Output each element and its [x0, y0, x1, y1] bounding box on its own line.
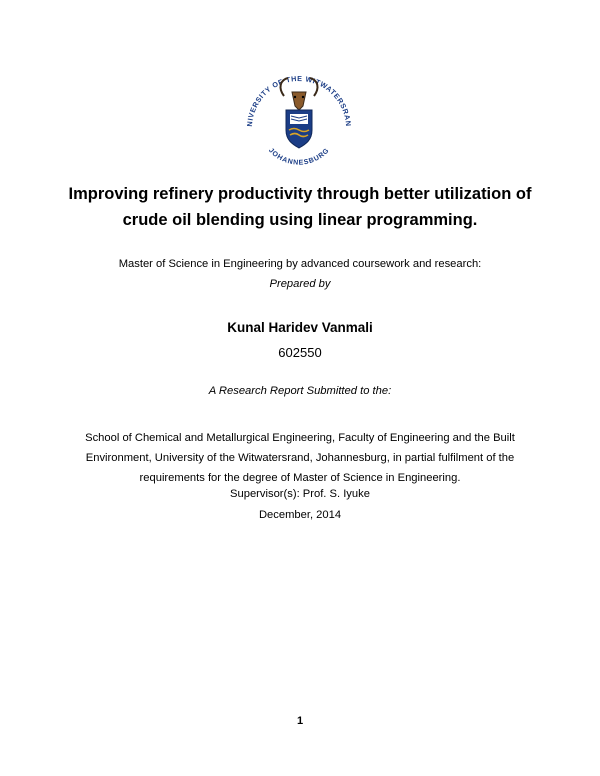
degree-line: Master of Science in Engineering by advanced coursework and research: — [118, 258, 482, 270]
school-line-3: requirements for the degree of Master of Science in Engineering. — [139, 472, 461, 484]
university-logo — [240, 68, 358, 174]
school-statement — [0, 428, 600, 488]
shield-icon — [286, 110, 312, 148]
title-line-1: Improving refinery productivity through better utilization of — [68, 185, 532, 203]
logo-ring-bottom-text: JOHANNESBURG — [266, 147, 332, 167]
submitted-to: A Research Report Submitted to the: — [208, 385, 392, 397]
svg-text:JOHANNESBURG — [267, 147, 331, 167]
student-number: 602550 — [278, 345, 322, 360]
report-date: December, 2014 — [258, 509, 342, 521]
title-line-2: crude oil blending using linear programming. — [122, 211, 478, 229]
report-title — [0, 181, 600, 233]
school-line-2: Environment, University of the Witwatersrand, Johannesburg, in partial fulfilment of the — [85, 452, 515, 464]
prepared-by: Prepared by — [269, 278, 331, 290]
page-number: 1 — [296, 715, 304, 727]
logo-ring-top-text: NIVERSITY OF THE WITWATERSRAN — [244, 73, 354, 127]
supervisor: Supervisor(s): Prof. S. Iyuke — [230, 488, 370, 500]
author-name: Kunal Haridev Vanmali — [227, 320, 373, 335]
school-line-1: School of Chemical and Metallurgical Engineering, Faculty of Engineering and the Built — [85, 432, 515, 444]
